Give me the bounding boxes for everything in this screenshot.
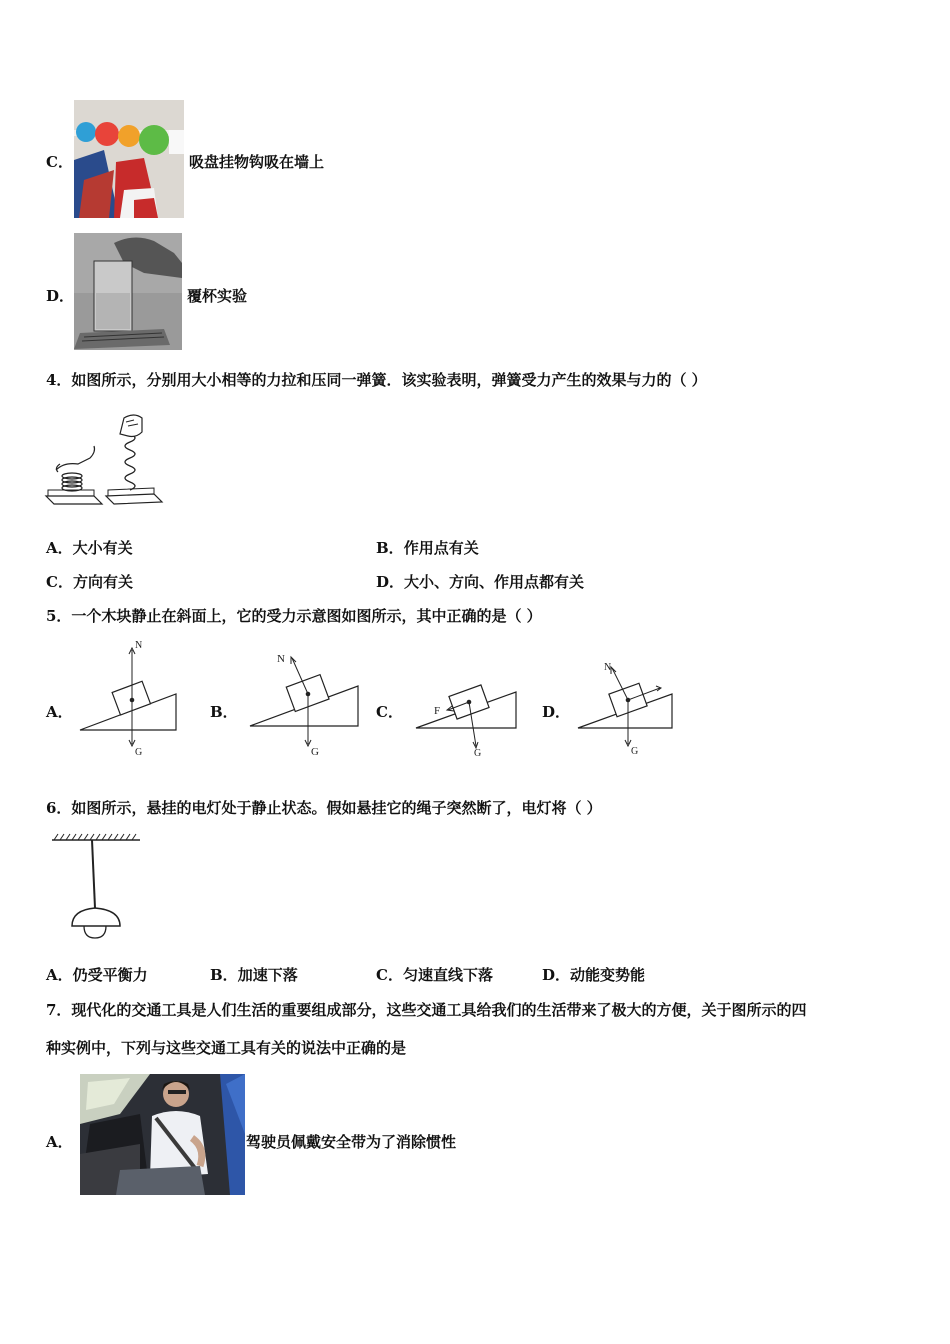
q6-option-d-letter: D． — [542, 966, 571, 984]
q7-stem-line1: 7．现代化的交通工具是人们生活的重要组成部分，这些交通工具给我们的生活带来了极大的方便，关于图所示的四 — [46, 1001, 807, 1019]
q4-option-c-letter: C． — [46, 573, 73, 591]
suction-hook-photo — [74, 100, 184, 218]
q6-option-a-text: 仍受平衡力 — [72, 966, 148, 984]
q4-option-d-text: 大小、方向、作用点都有关 — [404, 573, 585, 591]
seatbelt-driver-photo — [80, 1074, 245, 1195]
q4-option-c[interactable] — [46, 572, 133, 592]
q5-stem: 5．一个木块静止在斜面上，它的受力示意图如图所示，其中正确的是（ ） — [46, 607, 542, 625]
q7-stem-line2: 种实例中，下列与这些交通工具有关的说法中正确的是 — [46, 1039, 407, 1057]
q4-option-a[interactable] — [46, 538, 133, 558]
q6-option-c-text: 匀速直线下落 — [402, 966, 493, 984]
q5-c-g-label: G — [474, 748, 482, 759]
q6-option-d[interactable] — [542, 965, 645, 985]
q7-option-a-letter[interactable]: A． — [46, 1133, 73, 1151]
q5-d-g-label: G — [631, 746, 639, 757]
q6-option-c-letter: C． — [376, 966, 403, 984]
q6-option-b-letter: B． — [210, 966, 238, 984]
q5-b-n-label: N — [277, 653, 285, 665]
q5-diagram-a — [78, 636, 182, 762]
q5-option-b-letter[interactable]: B． — [210, 703, 238, 721]
q4-option-a-letter: A． — [46, 539, 73, 557]
q6-option-d-text: 动能变势能 — [570, 966, 646, 984]
q5-option-d-letter[interactable]: D． — [542, 703, 571, 721]
q6-stem: 6．如图所示，悬挂的电灯处于静止状态。假如悬挂它的绳子突然断了，电灯将（ ） — [46, 799, 602, 817]
q3-option-d-text: 覆杯实验 — [187, 287, 248, 305]
q4-stem: 4．如图所示，分别用大小相等的力拉和压同一弹簧．该实验表明，弹簧受力产生的效果与力的（ ） — [46, 371, 707, 389]
q4-option-c-text: 方向有关 — [72, 573, 133, 591]
q4-option-b-letter: B． — [376, 539, 404, 557]
q5-b-g-label: G — [311, 746, 319, 758]
q7-option-a-text: 驾驶员佩戴安全带为了消除惯性 — [246, 1133, 457, 1151]
q3-option-d-letter: D． — [46, 287, 75, 305]
q3-option-c-text: 吸盘挂物钩吸在墙上 — [189, 153, 325, 171]
q6-option-c[interactable] — [376, 965, 493, 985]
q6-option-b[interactable] — [210, 965, 298, 985]
q6-option-a[interactable] — [46, 965, 148, 985]
q5-diagram-b — [248, 648, 362, 760]
q5-a-n-label: N — [135, 640, 143, 651]
q6-option-b-text: 加速下落 — [237, 966, 298, 984]
q5-c-f-label: F — [434, 705, 441, 717]
q6-option-a-letter: A． — [46, 966, 73, 984]
q5-a-g-label: G — [135, 747, 143, 758]
q4-option-b[interactable] — [376, 538, 479, 558]
q4-option-d-letter: D． — [376, 573, 405, 591]
q5-diagram-c — [414, 670, 520, 762]
cup-experiment-photo — [74, 233, 182, 350]
q5-diagram-d — [576, 658, 676, 760]
q4-option-b-text: 作用点有关 — [403, 539, 479, 557]
q5-d-n-label: N — [604, 662, 612, 673]
q3-option-c-letter: C． — [46, 153, 73, 171]
q6-lamp-figure — [48, 832, 144, 942]
q5-option-c-letter[interactable]: C． — [376, 703, 403, 721]
q4-spring-figure — [44, 412, 166, 514]
q4-option-d[interactable] — [376, 572, 584, 592]
q4-option-a-text: 大小有关 — [72, 539, 133, 557]
q5-option-a-letter[interactable]: A． — [46, 703, 73, 721]
